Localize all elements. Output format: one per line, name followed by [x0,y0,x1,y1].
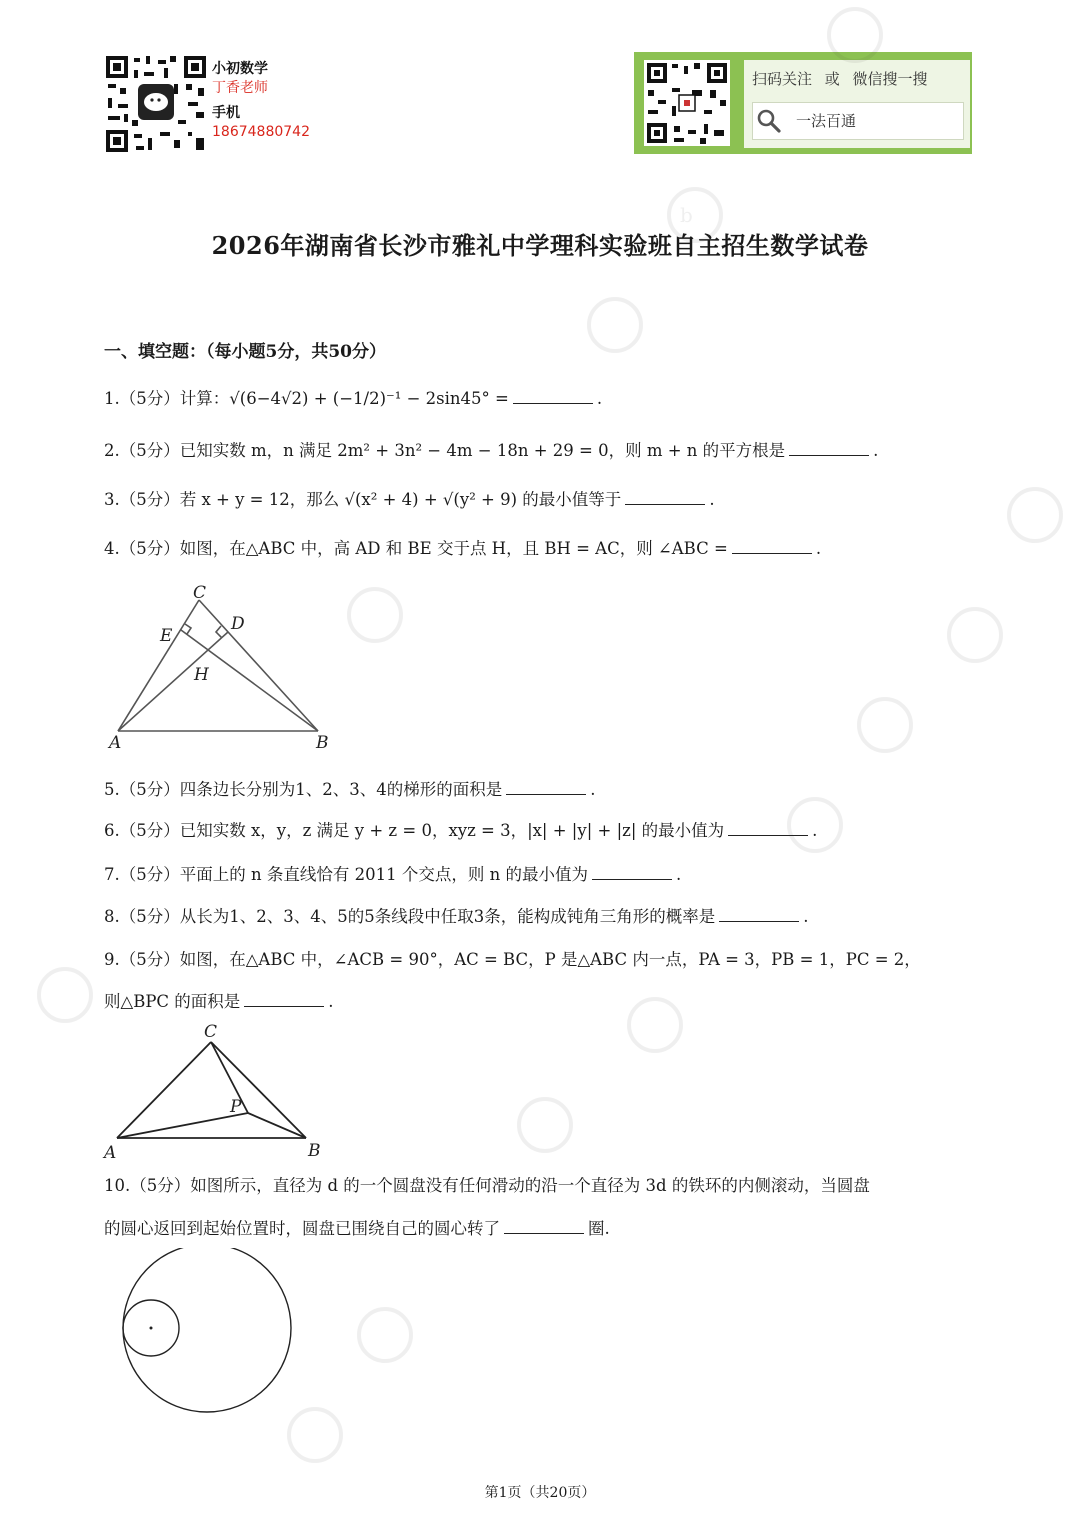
watermark-logo-icon [620,990,690,1060]
contact-phone-number: 18674880742 [212,124,310,140]
answer-blank [592,865,672,880]
answer-blank [504,1219,584,1234]
question-6: 6.（5分）已知实数 x，y，z 满足 y + z = 0，xyz = 3，|x| + |y| + |z| 的最小值为 . [104,821,818,840]
question-7: 7.（5分）平面上的 n 条直线恰有 2011 个交点，则 n 的最小值为 . [104,865,682,884]
answer-blank [789,441,869,456]
label-d: D [231,614,245,634]
figure-q9-triangle [100,1018,340,1163]
search-keyword: 一法百通 [796,112,857,130]
watermark-logo-icon [340,580,410,650]
answer-blank [719,907,799,922]
label-a: A [109,733,122,753]
watermark-logo-icon [580,290,650,360]
watermark-logo-icon [280,1400,350,1470]
label-e: E [160,626,173,646]
question-8: 8.（5分）从长为1、2、3、4、5的5条线段中任取3条，能构成钝角三角形的概率是 . [104,907,809,926]
section-heading: 一、填空题：（每小题5分，共50分） [104,342,386,362]
answer-blank [732,539,812,554]
page-number: 第1页（共20页） [484,1485,596,1501]
label-h: H [194,665,209,685]
watermark-logo-icon [30,960,100,1030]
watermark-logo-icon [940,600,1010,670]
watermark-logo-icon [350,1300,420,1370]
qr-code-left [104,54,208,154]
question-5: 5.（5分）四条边长分别为1、2、3、4的梯形的面积是 . [104,780,596,799]
question-4: 4.（5分）如图，在△ABC 中，高 AD 和 BE 交于点 H，且 BH = AC，则 ∠ABC = . [104,539,822,558]
answer-blank [625,490,705,505]
watermark-logo-icon [850,690,920,760]
answer-blank [244,992,324,1007]
label-c: C [193,583,207,603]
contact-subject: 小初数学 [212,61,268,77]
contact-phone-label: 手机 [212,105,240,121]
search-icon [756,108,782,134]
question-10-line2: 的圆心返回到起始位置时，圆盘已围绕自己的圆心转了 圈. [104,1219,610,1238]
figure-q10-circles [118,1248,298,1418]
label-b: B [308,1141,321,1161]
search-box [752,102,964,140]
watermark-logo-icon [660,180,730,250]
figure-q4-triangle [104,580,344,755]
question-3: 3.（5分）若 x + y = 12，那么 √(x² + 4) + √(y² + 9) 的最小值等于 . [104,490,715,509]
watermark-logo-icon [820,0,890,70]
qr-code-right [644,60,730,146]
question-9-line2: 则△BPC 的面积是 . [104,992,334,1011]
contact-info [212,60,310,142]
svg-text:b: b [680,203,693,227]
label-c: C [204,1022,218,1042]
answer-blank [513,389,593,404]
answer-blank [506,780,586,795]
watermark-logo-icon [780,790,850,860]
question-9-line1: 9.（5分）如图，在△ABC 中，∠ACB = 90°，AC = BC，P 是△ABC 内一点，PA = 3，PB = 1，PC = 2， [104,950,921,969]
contact-teacher-name: 丁香老师 [212,80,268,96]
label-p: P [230,1097,242,1117]
question-1: 1.（5分）计算：√(6−4√2) + (−1/2)⁻¹ − 2sin45° = . [104,389,603,408]
question-10-line1: 10.（5分）如图所示，直径为 d 的一个圆盘没有任何滑动的沿一个直径为 3d 的铁环的内侧滚动，当圆盘 [104,1176,870,1195]
exam-title: 2026年湖南省长沙市雅礼中学理科实验班自主招生数学试卷 [211,231,869,260]
watermark-logo-icon [1000,480,1070,550]
watermark-logo-icon [510,1090,580,1160]
label-b: B [316,733,329,753]
question-2: 2.（5分）已知实数 m，n 满足 2m² + 3n² − 4m − 18n + 29 = 0，则 m + n 的平方根是 . [104,441,879,460]
label-a: A [104,1143,117,1163]
banner-follow-text: 扫码关注 或 微信搜一搜 [752,70,928,88]
